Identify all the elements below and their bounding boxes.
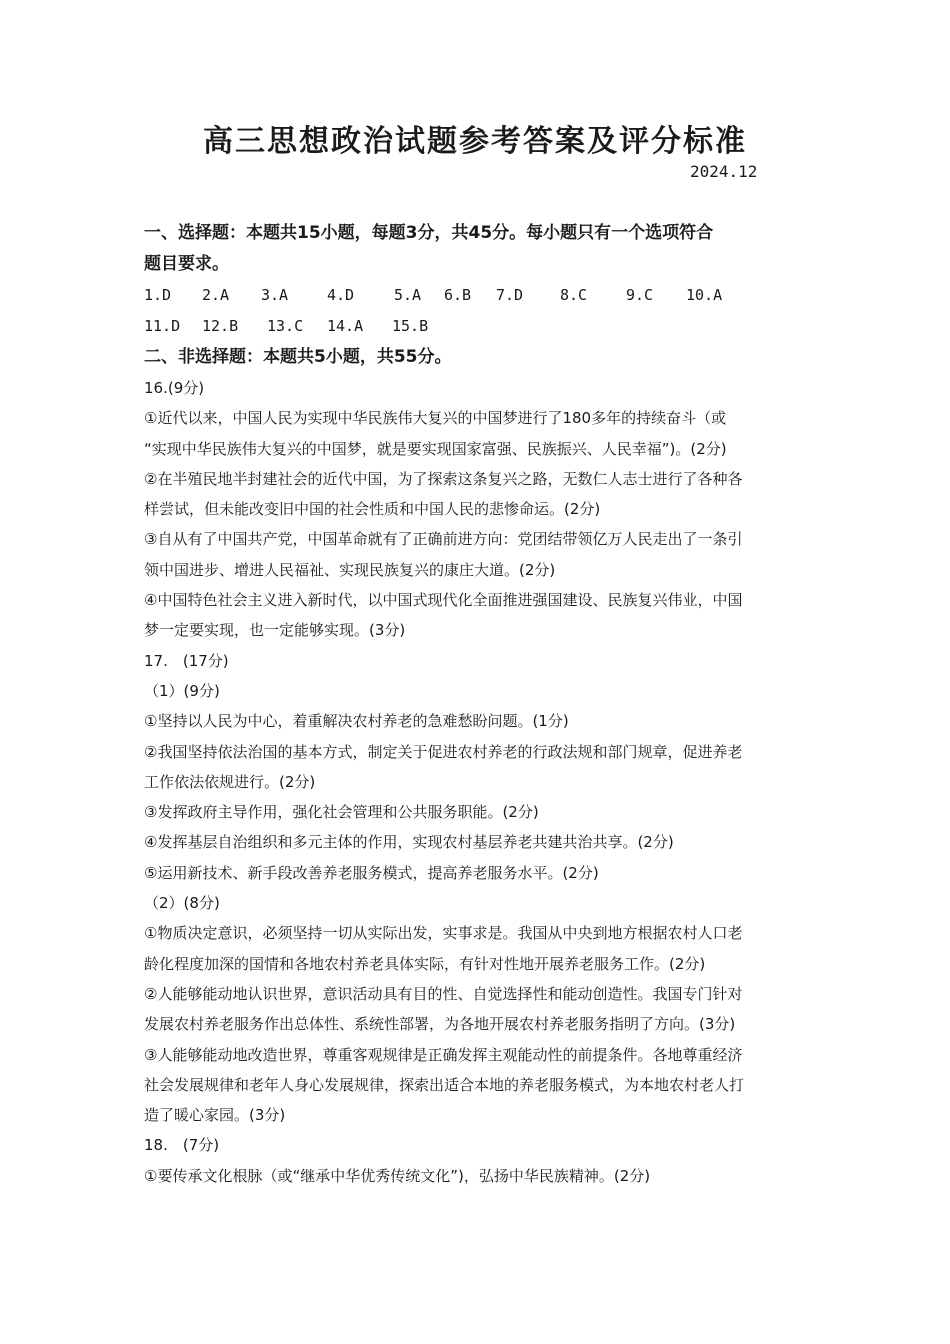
answer-line: ⑤运用新技术、新手段改善养老服务模式，提高养老服务水平。(2分) bbox=[144, 863, 599, 882]
question-16-label: 16.(9分) bbox=[144, 379, 205, 397]
answer-line: 社会发展规律和老年人身心发展规律，探索出适合本地的养老服务模式，为本地农村老人打 bbox=[144, 1075, 745, 1094]
answer-line: ②我国坚持依法治国的基本方式，制定关于促进农村养老的行政法规和部门规章，促进养老 bbox=[144, 742, 743, 761]
mc-answers-row-1 bbox=[144, 280, 824, 311]
mc-answer: 14.A bbox=[327, 317, 364, 335]
answer-line: ③自从有了中国共产党，中国革命就有了正确前进方向：党团结带领亿万人民走出了一条引 bbox=[144, 530, 743, 549]
mc-answer: 4.D bbox=[327, 286, 355, 304]
question-17-part2-label: （2）(8分) bbox=[144, 894, 220, 913]
answer-line: ①物质决定意识，必须坚持一切从实际出发，实事求是。我国从中央到地方根据农村人口老 bbox=[144, 924, 743, 943]
answer-line: 领中国进步、增进人民福祉、实现民族复兴的康庄大道。(2分) bbox=[144, 560, 556, 579]
mc-answer: 9.C bbox=[626, 286, 654, 304]
mc-answers-row-2 bbox=[144, 311, 824, 342]
answer-line: ②人能够能动地认识世界，意识活动具有目的性、自觉选择性和能动创造性。我国专门针对 bbox=[144, 984, 743, 1003]
mc-answer: 1.D bbox=[144, 286, 172, 304]
question-18-label: 18. (7分) bbox=[144, 1136, 220, 1155]
mc-answer: 7.D bbox=[496, 286, 524, 304]
document-date: 2024.12 bbox=[690, 162, 758, 181]
mc-answer: 5.A bbox=[394, 286, 422, 304]
answer-line: ④发挥基层自治组织和多元主体的作用，实现农村基层养老共建共治共享。(2分) bbox=[144, 833, 674, 852]
answer-line: ③发挥政府主导作用，强化社会管理和公共服务职能。(2分) bbox=[144, 803, 539, 822]
mc-answer: 12.B bbox=[202, 317, 239, 335]
question-17-label: 17. (17分) bbox=[144, 651, 229, 670]
answer-line: 工作依法依规进行。(2分) bbox=[144, 772, 316, 791]
mc-answer: 15.B bbox=[392, 317, 429, 335]
mc-answer: 11.D bbox=[144, 317, 181, 335]
answer-line: 梦一定要实现，也一定能够实现。(3分) bbox=[144, 621, 406, 640]
answer-line: 发展农村养老服务作出总体性、系统性部署，为各地开展农村养老服务指明了方向。(3分) bbox=[144, 1015, 736, 1034]
answer-line: ①近代以来，中国人民为实现中华民族伟大复兴的中国梦进行了180多年的持续奋斗（或 bbox=[144, 409, 727, 428]
mc-answer: 10.A bbox=[686, 286, 723, 304]
answer-line: ①坚持以人民为中心，着重解决农村养老的急难愁盼问题。(1分) bbox=[144, 712, 569, 731]
section1-heading: 一、选择题：本题共15小题，每题3分，共45分。每小题只有一个选项符合 bbox=[144, 223, 714, 243]
mc-answer: 2.A bbox=[202, 286, 230, 304]
mc-answer: 3.A bbox=[261, 286, 289, 304]
document-body bbox=[144, 218, 824, 1191]
answer-line: ①要传承文化根脉（或“继承中华优秀传统文化”)，弘扬中华民族精神。(2分) bbox=[144, 1166, 651, 1185]
answer-line: ④中国特色社会主义进入新时代，以中国式现代化全面推进强国建设、民族复兴伟业，中国 bbox=[144, 591, 743, 610]
mc-answer: 13.C bbox=[267, 317, 304, 335]
mc-answer: 6.B bbox=[444, 286, 472, 304]
answer-line: “实现中华民族伟大复兴的中国梦，就是要实现国家富强、民族振兴、人民幸福”)。(2分) bbox=[144, 439, 727, 458]
answer-line: 样尝试，但未能改变旧中国的社会性质和中国人民的悲惨命运。(2分) bbox=[144, 500, 601, 519]
answer-line: 造了暖心家园。(3分) bbox=[144, 1106, 286, 1125]
section2-heading: 二、非选择题：本题共5小题，共55分。 bbox=[144, 347, 452, 367]
mc-answer: 8.C bbox=[560, 286, 588, 304]
answer-line: ③人能够能动地改造世界，尊重客观规律是正确发挥主观能动性的前提条件。各地尊重经济 bbox=[144, 1045, 743, 1064]
answer-line: 龄化程度加深的国情和各地农村养老具体实际，有针对性地开展养老服务工作。(2分) bbox=[144, 954, 706, 973]
page-title: 高三思想政治试题参考答案及评分标准 bbox=[203, 124, 747, 159]
answer-line: ②在半殖民地半封建社会的近代中国，为了探索这条复兴之路，无数仁人志士进行了各种各 bbox=[144, 469, 743, 488]
question-17-part1-label: （1）(9分) bbox=[144, 681, 220, 700]
section1-heading-cont: 题目要求。 bbox=[144, 254, 229, 274]
